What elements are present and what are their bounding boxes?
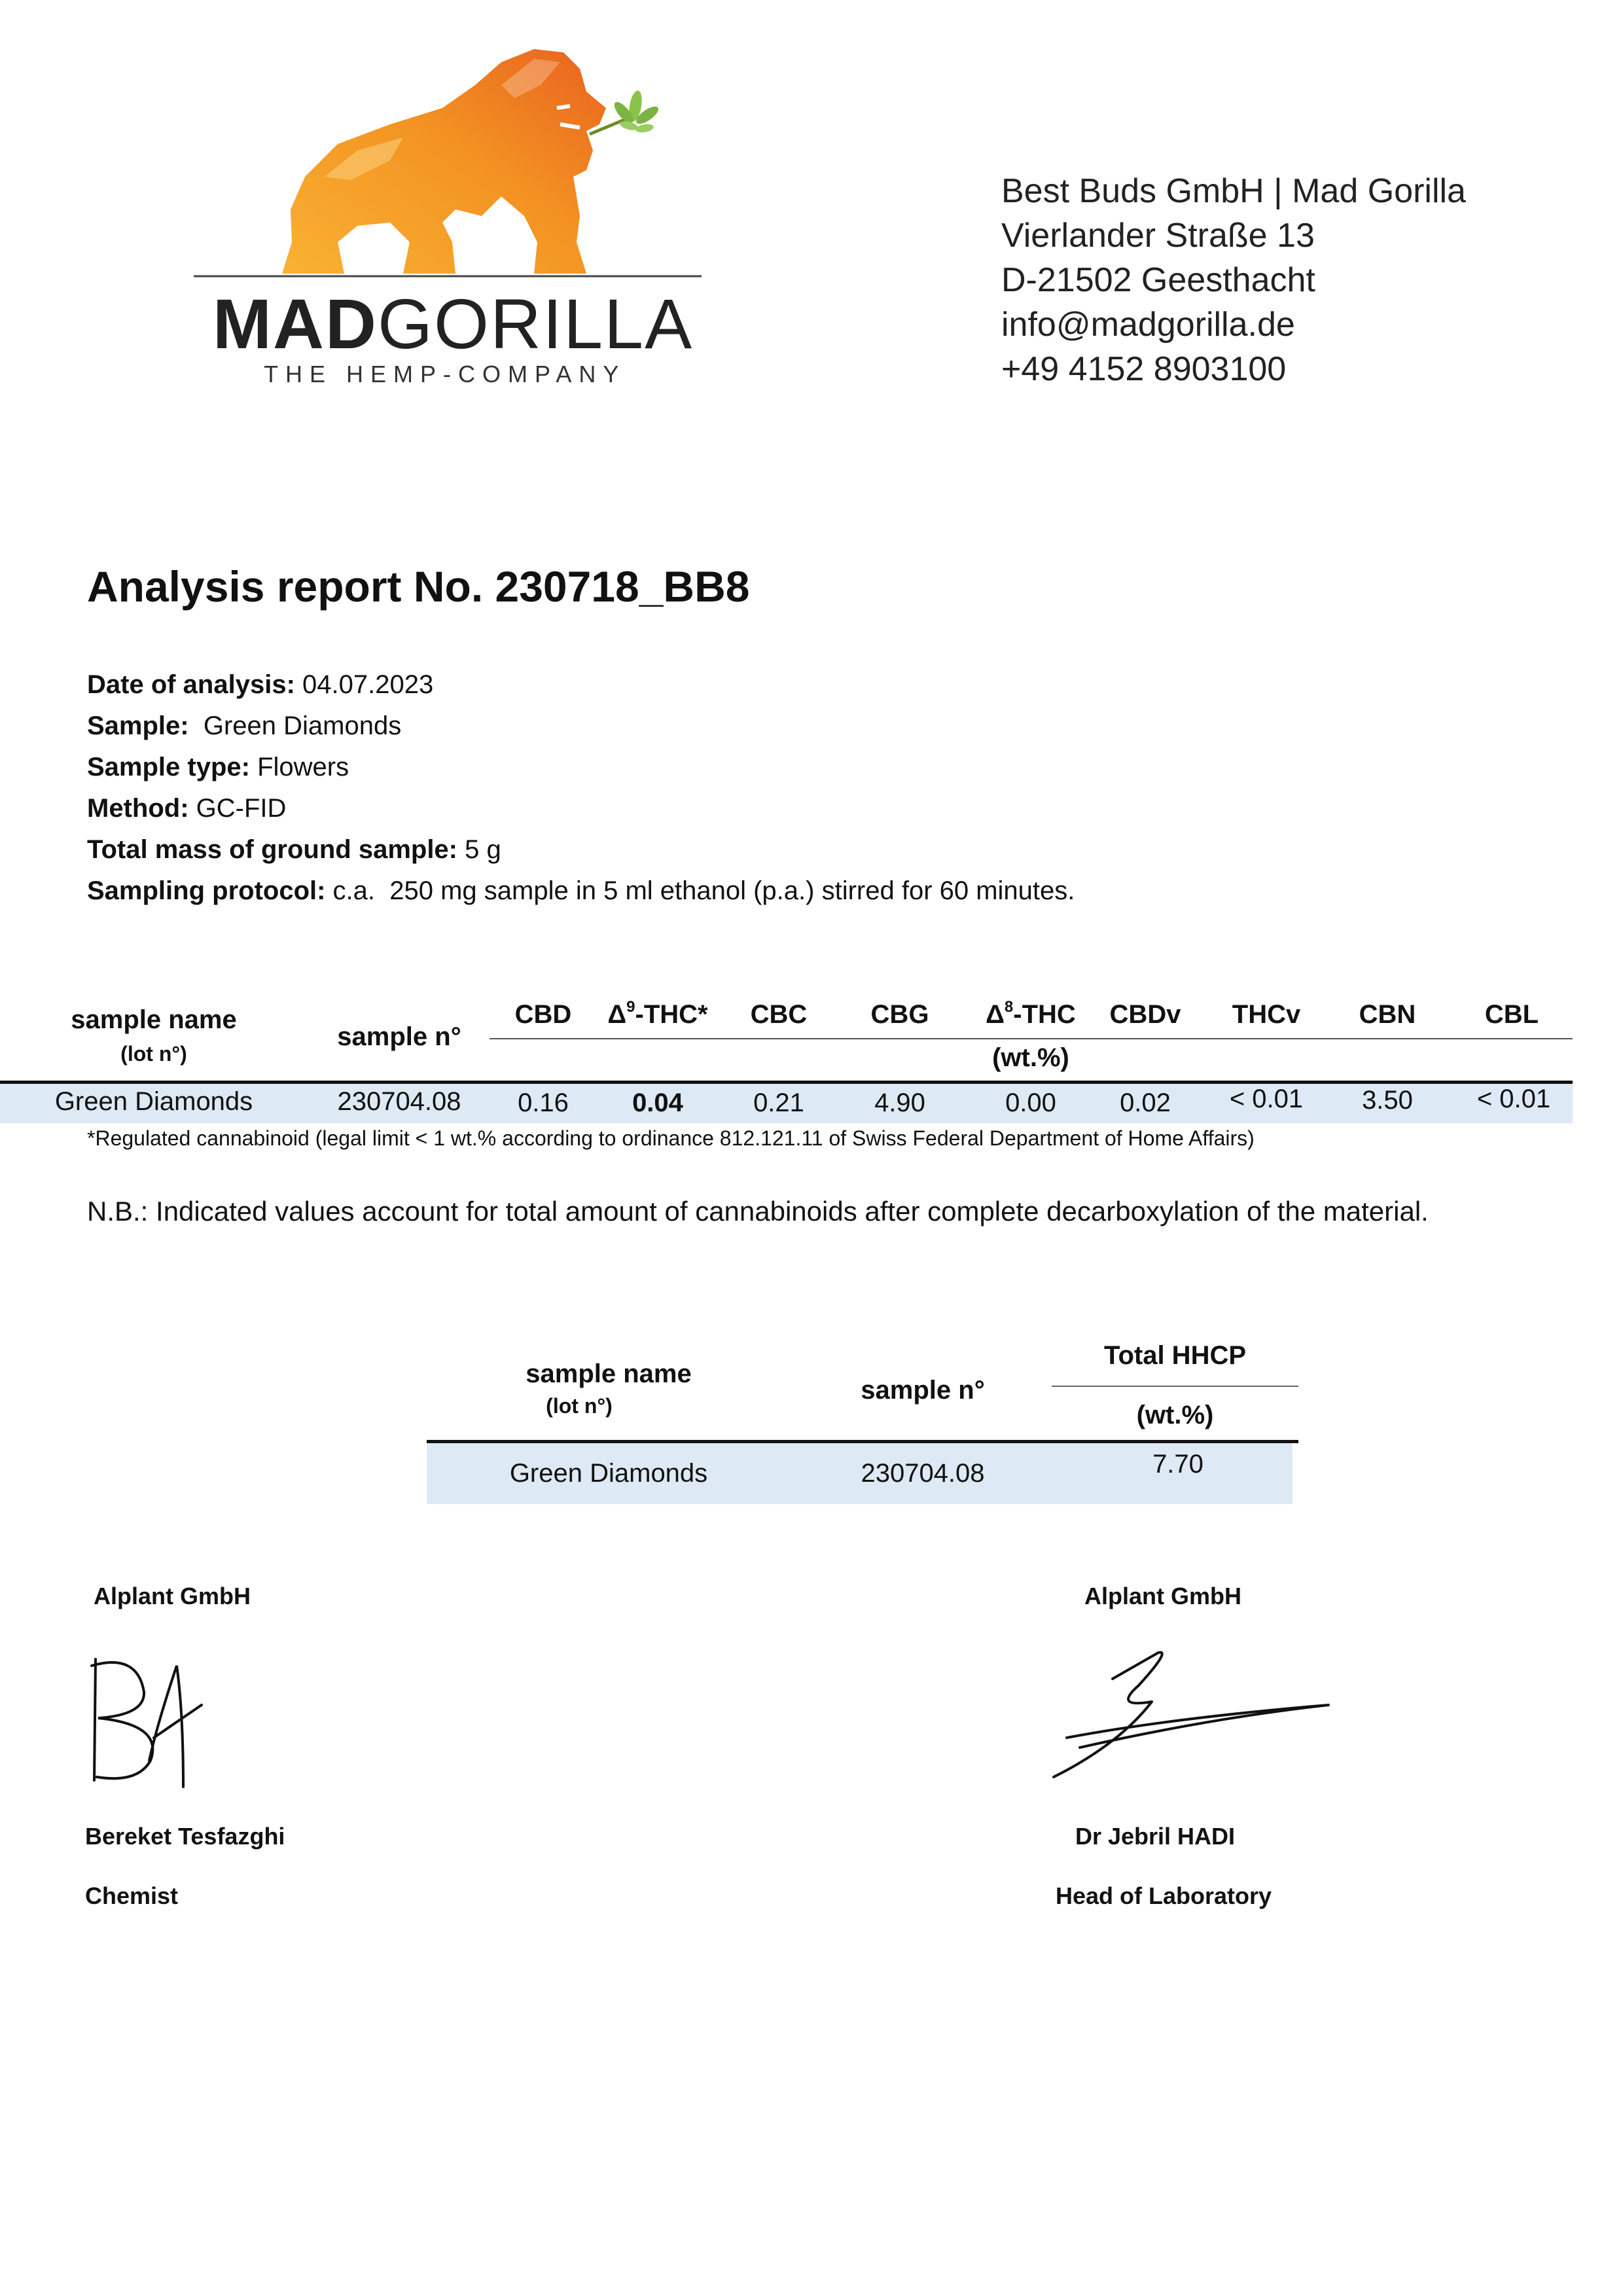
meta-date [87, 664, 1075, 706]
table1-cell-cbd: 0.16 [518, 1088, 569, 1117]
table2-cell-total: 7.70 [1152, 1450, 1204, 1479]
meta-label: Sample type: [87, 753, 250, 781]
meta-label: Method: [87, 794, 189, 823]
table1-header-cbc: CBC [750, 1000, 808, 1029]
table2-header-total-hhcp: Total HHCP [1103, 1341, 1247, 1370]
table2-header-sample-no: sample n° [861, 1376, 985, 1405]
table1-cell-thcv: < 0.01 [1229, 1085, 1304, 1113]
table1-cell-cbdv: 0.02 [1120, 1088, 1171, 1117]
left-signature-role: Chemist [85, 1882, 179, 1909]
table1-footnote: *Regulated cannabinoid (legal limit < 1 wt.% according to ordinance 812.121.11 of Swiss Federal Department of Home Affairs) [87, 1126, 1255, 1150]
logo-wordmark-light: GORILLA [377, 284, 694, 363]
meta-value: GC-FID [188, 794, 287, 823]
table1-cell-cbl: < 0.01 [1476, 1085, 1551, 1113]
report-meta [87, 664, 1075, 912]
left-signature-icon [85, 1646, 216, 1797]
table2-header-underline [427, 1440, 1298, 1443]
meta-label: Total mass of ground sample: [87, 835, 457, 864]
table1-cell-cbn: 3.50 [1362, 1086, 1413, 1115]
meta-label: Sample: [87, 711, 189, 740]
decarboxylation-note: N.B.: Indicated values account for total amount of cannabinoids after complete decarboxylation of the material. [87, 1196, 1429, 1227]
address-line: Vierlander Straße 13 [1001, 217, 1315, 255]
table1-header-thc9: $\Delta^9-THC*$ [607, 998, 708, 1029]
meta-label: Date of analysis: [87, 670, 295, 699]
table1-cell-thc9: 0.04 [632, 1088, 683, 1117]
table1-cell-thc8: 0.00 [1005, 1088, 1056, 1117]
meta-value: c.a. 250 mg sample in 5 ml ethanol (p.a.) stirred for 60 minutes. [325, 876, 1075, 905]
table1-cell-cbc: 0.21 [753, 1088, 804, 1117]
table2-cell-name: Green Diamonds [509, 1459, 708, 1488]
logo-subtitle: THE HEMP-COMPANY [264, 361, 626, 387]
right-signature-name: Dr Jebril HADI [1075, 1823, 1236, 1850]
meta-sample-type [87, 747, 1075, 788]
table1-header-cbd: CBD [514, 1000, 572, 1029]
address-email: info@madgorilla.de [1001, 306, 1295, 344]
meta-label: Sampling protocol: [87, 876, 326, 905]
right-signature-icon [1041, 1646, 1348, 1784]
table2-header-rule [1052, 1386, 1298, 1387]
address-line: Best Buds GmbH | Mad Gorilla [1001, 172, 1466, 210]
table1-header-cbg: CBG [870, 1000, 929, 1029]
gorilla-logo-icon [194, 46, 704, 281]
table1-header-sample-no: sample n° [337, 1022, 461, 1051]
logo-wordmark [213, 284, 694, 363]
meta-value: Flowers [249, 753, 349, 781]
table2-cell-number: 230704.08 [861, 1459, 985, 1488]
logo-wordmark-strong: MAD [213, 284, 378, 363]
table2-header-sample-name: sample name [526, 1359, 692, 1388]
table1-header-underline [0, 1081, 1573, 1084]
table1-header-lot: (lot n°) [120, 1042, 187, 1066]
meta-sampling-protocol [87, 870, 1075, 912]
left-signature-org: Alplant GmbH [94, 1583, 251, 1609]
table1-header-cbn: CBN [1359, 1000, 1416, 1029]
meta-total-mass [87, 829, 1075, 870]
table1-header-thc8: $\Delta^8$-THC [986, 998, 1076, 1029]
meta-sample [87, 706, 1075, 747]
table1-cell-name: Green Diamonds [54, 1087, 253, 1116]
table1-header-cbdv: CBDv [1109, 1000, 1181, 1029]
address-line: D-21502 Geesthacht [1001, 261, 1315, 299]
address-phone: +49 4152 8903100 [1001, 350, 1287, 388]
left-signature-name: Bereket Tesfazghi [85, 1823, 285, 1850]
table1-header-rule [490, 1038, 1573, 1039]
table2-header-lot: (lot n°) [546, 1394, 613, 1418]
report-title: Analysis report No. 230718_BB8 [87, 562, 750, 611]
table2-unit: (wt.%) [1136, 1401, 1214, 1429]
meta-value: Green Diamonds [188, 711, 402, 740]
table1-header-cbl: CBL [1484, 1000, 1539, 1029]
meta-value: 04.07.2023 [294, 670, 434, 699]
table1-header-thcv: THCv [1232, 1000, 1301, 1029]
right-signature-role: Head of Laboratory [1056, 1882, 1272, 1909]
company-address [1001, 169, 1466, 391]
table1-unit: (wt.%) [992, 1043, 1069, 1072]
table1-cell-cbg: 4.90 [874, 1088, 925, 1117]
table1-cell-number: 230704.08 [337, 1087, 461, 1116]
meta-value: 5 g [457, 835, 501, 864]
meta-method [87, 788, 1075, 829]
right-signature-org: Alplant GmbH [1084, 1583, 1241, 1609]
table1-header-sample-name: sample name [71, 1005, 237, 1034]
